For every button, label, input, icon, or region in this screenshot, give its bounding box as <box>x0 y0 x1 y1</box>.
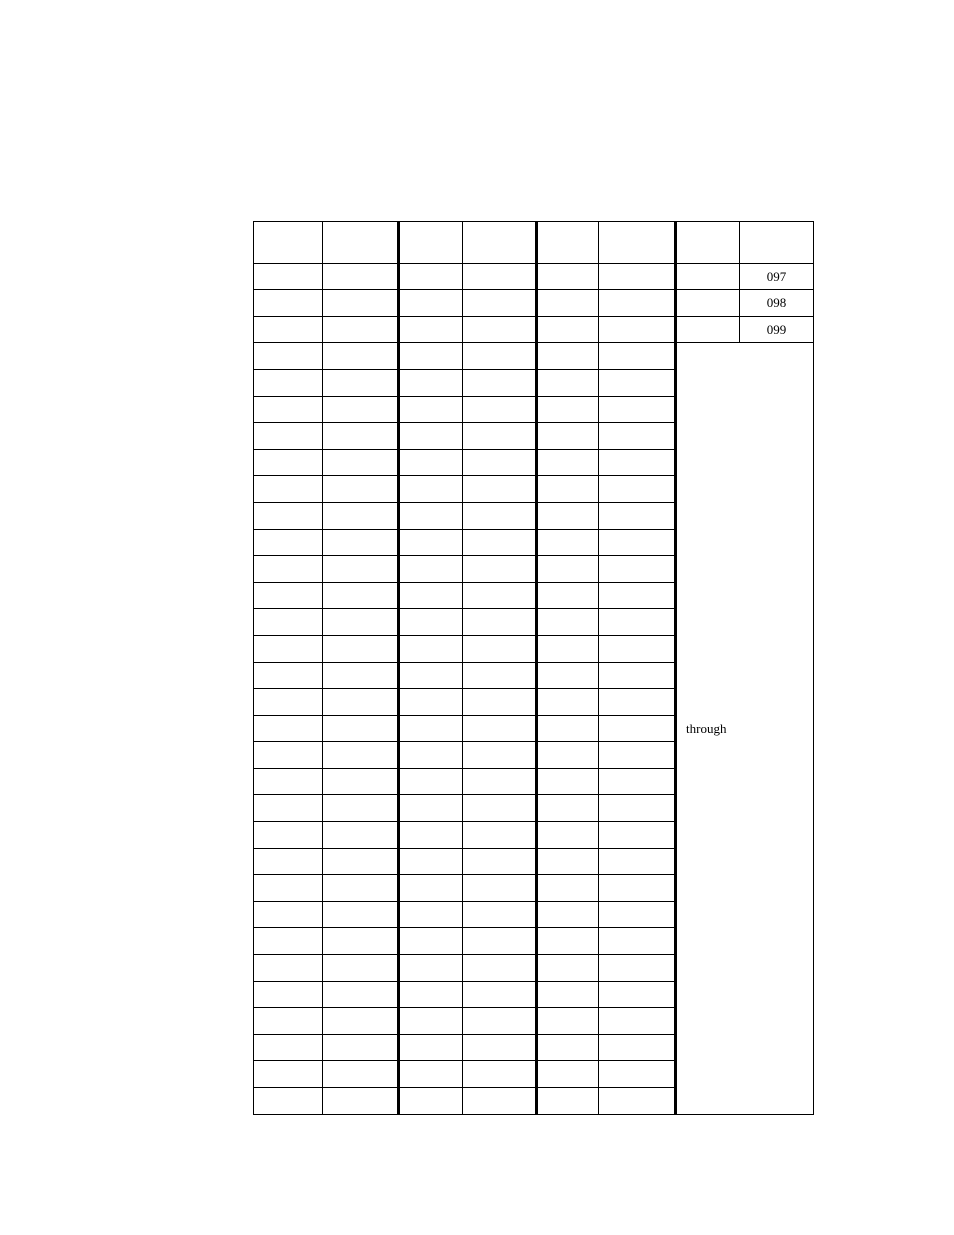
grid-cell <box>599 955 676 982</box>
grid-cell <box>599 396 676 423</box>
grid-cell <box>599 343 676 370</box>
grid-cell <box>599 449 676 476</box>
grid-cell <box>463 901 537 928</box>
grid-cell <box>323 1008 399 1035</box>
grid-cell <box>399 1061 463 1088</box>
grid-cell <box>399 928 463 955</box>
grid-cell <box>463 369 537 396</box>
grid-cell <box>463 449 537 476</box>
grid-cell <box>323 742 399 769</box>
header-cell <box>676 222 740 264</box>
table-row <box>254 316 814 343</box>
grid-cell <box>537 476 599 503</box>
grid-cell <box>323 529 399 556</box>
grid-cell <box>537 955 599 982</box>
grid-cell <box>599 662 676 689</box>
grid-cell <box>323 1061 399 1088</box>
grid-cell <box>463 343 537 370</box>
grid-cell <box>323 396 399 423</box>
grid-cell <box>537 662 599 689</box>
grid-cell <box>463 1008 537 1035</box>
grid-cell <box>463 928 537 955</box>
grid-cell <box>537 928 599 955</box>
grid-cell <box>323 369 399 396</box>
grid-cell <box>463 875 537 902</box>
grid-cell <box>254 795 323 822</box>
grid-cell <box>399 502 463 529</box>
grid-cell <box>599 609 676 636</box>
grid-cell <box>399 635 463 662</box>
grid-cell <box>399 343 463 370</box>
table-row <box>254 343 814 370</box>
grid-cell <box>463 955 537 982</box>
grid-cell <box>254 582 323 609</box>
grid-cell <box>599 502 676 529</box>
grid-cell <box>463 1034 537 1061</box>
grid-cell <box>399 662 463 689</box>
grid-cell <box>599 1008 676 1035</box>
grid-cell <box>399 423 463 450</box>
header-row <box>254 222 814 264</box>
grid-cell <box>599 689 676 716</box>
grid-cell <box>599 556 676 583</box>
grid-cell <box>463 768 537 795</box>
grid-cell <box>254 369 323 396</box>
grid-cell <box>323 423 399 450</box>
grid-cell <box>254 689 323 716</box>
grid-cell <box>254 396 323 423</box>
grid-cell <box>537 582 599 609</box>
grid-cell <box>254 529 323 556</box>
grid-cell <box>254 449 323 476</box>
grid-cell <box>463 529 537 556</box>
grid-cell <box>537 556 599 583</box>
grid-cell <box>399 290 463 317</box>
grid-cell <box>399 1034 463 1061</box>
grid-cell <box>399 449 463 476</box>
grid-cell <box>323 768 399 795</box>
grid-cell <box>323 476 399 503</box>
grid-cell <box>254 263 323 290</box>
grid-body <box>254 222 814 1115</box>
grid-cell <box>537 742 599 769</box>
grid-cell <box>254 768 323 795</box>
grid-cell <box>463 848 537 875</box>
grid-cell <box>323 635 399 662</box>
grid-cell <box>676 290 740 317</box>
grid-cell <box>463 822 537 849</box>
grid-cell <box>254 1008 323 1035</box>
grid-cell <box>463 742 537 769</box>
table-row <box>254 290 814 317</box>
grid-cell <box>254 1088 323 1115</box>
grid-cell <box>599 715 676 742</box>
grid-cell <box>599 742 676 769</box>
grid-cell <box>537 423 599 450</box>
grid-cell <box>399 529 463 556</box>
header-cell <box>323 222 399 264</box>
grid-cell <box>323 449 399 476</box>
grid-cell <box>537 635 599 662</box>
grid-cell <box>399 822 463 849</box>
grid-cell <box>463 556 537 583</box>
grid-cell <box>599 290 676 317</box>
grid-cell <box>399 955 463 982</box>
grid-cell <box>463 795 537 822</box>
grid-cell <box>463 981 537 1008</box>
grid-cell <box>254 901 323 928</box>
grid-cell <box>676 263 740 290</box>
grid-cell <box>323 848 399 875</box>
grid-cell <box>254 875 323 902</box>
grid-cell <box>323 582 399 609</box>
grid-cell <box>399 981 463 1008</box>
grid-cell <box>254 848 323 875</box>
grid-cell <box>254 928 323 955</box>
grid-cell <box>399 795 463 822</box>
grid-cell <box>599 848 676 875</box>
grid-cell <box>463 1061 537 1088</box>
grid-cell <box>254 822 323 849</box>
grid-cell <box>323 955 399 982</box>
grid-cell <box>323 795 399 822</box>
grid-cell <box>537 609 599 636</box>
grid-cell <box>323 901 399 928</box>
grid-cell <box>537 981 599 1008</box>
grid-cell <box>399 875 463 902</box>
grid-cell <box>254 476 323 503</box>
row-number-cell: 097 <box>740 263 814 290</box>
header-cell <box>463 222 537 264</box>
grid-cell <box>399 715 463 742</box>
grid-cell <box>537 316 599 343</box>
grid-cell <box>463 263 537 290</box>
grid-cell <box>323 290 399 317</box>
grid-cell <box>254 609 323 636</box>
grid-cell <box>676 316 740 343</box>
grid-cell <box>399 476 463 503</box>
grid-cell <box>599 928 676 955</box>
grid-cell <box>399 742 463 769</box>
grid-cell <box>537 1061 599 1088</box>
grid-cell <box>599 1061 676 1088</box>
grid-cell <box>537 1088 599 1115</box>
grid-cell <box>254 662 323 689</box>
grid-cell <box>399 1008 463 1035</box>
grid-cell <box>537 795 599 822</box>
grid-cell <box>323 316 399 343</box>
grid-cell <box>254 955 323 982</box>
grid-cell <box>599 1088 676 1115</box>
grid-cell <box>537 1008 599 1035</box>
grid-cell <box>399 689 463 716</box>
grid-cell <box>254 1034 323 1061</box>
grid-cell <box>323 263 399 290</box>
grid-cell <box>399 768 463 795</box>
grid-cell <box>463 609 537 636</box>
grid-cell <box>599 369 676 396</box>
grid-cell <box>463 396 537 423</box>
grid-cell <box>254 343 323 370</box>
grid-cell <box>399 316 463 343</box>
grid-cell <box>254 502 323 529</box>
grid-cell <box>599 875 676 902</box>
grid-cell <box>463 1088 537 1115</box>
grid-cell <box>537 369 599 396</box>
grid-cell <box>323 689 399 716</box>
grid-cell <box>599 529 676 556</box>
grid-cell <box>599 316 676 343</box>
grid-cell <box>399 263 463 290</box>
grid-cell <box>399 1088 463 1115</box>
grid-cell <box>323 928 399 955</box>
grid-cell <box>254 1061 323 1088</box>
row-number-cell: 099 <box>740 316 814 343</box>
grid-cell <box>254 290 323 317</box>
grid-cell <box>323 343 399 370</box>
grid-cell <box>537 449 599 476</box>
grid-cell <box>463 316 537 343</box>
grid-cell <box>463 635 537 662</box>
grid-cell <box>463 689 537 716</box>
grid-cell <box>599 582 676 609</box>
grid-cell <box>463 502 537 529</box>
grid-cell <box>463 423 537 450</box>
grid-cell <box>537 901 599 928</box>
grid-cell <box>399 396 463 423</box>
grid-cell <box>537 396 599 423</box>
grid-cell <box>399 369 463 396</box>
grid-cell <box>323 662 399 689</box>
grid-cell <box>463 715 537 742</box>
grid-cell <box>254 556 323 583</box>
grid-cell <box>323 609 399 636</box>
grid-cell <box>537 263 599 290</box>
grid-cell <box>323 1088 399 1115</box>
grid-cell <box>323 715 399 742</box>
grid-cell <box>537 502 599 529</box>
grid-cell <box>537 529 599 556</box>
grid-cell <box>599 635 676 662</box>
grid-cell <box>463 662 537 689</box>
grid-cell <box>323 822 399 849</box>
grid-cell <box>254 981 323 1008</box>
grid-cell <box>537 1034 599 1061</box>
grid-cell <box>599 822 676 849</box>
grid-cell <box>399 848 463 875</box>
header-cell <box>740 222 814 264</box>
header-cell <box>254 222 323 264</box>
grid-cell <box>463 582 537 609</box>
grid-cell <box>254 423 323 450</box>
grid-cell <box>254 316 323 343</box>
grid-cell <box>537 689 599 716</box>
header-cell <box>399 222 463 264</box>
grid-cell <box>254 635 323 662</box>
grid-cell <box>537 848 599 875</box>
grid-cell <box>599 263 676 290</box>
grid-cell <box>323 1034 399 1061</box>
grid-cell <box>537 875 599 902</box>
grid-cell <box>537 343 599 370</box>
grid-cell <box>399 609 463 636</box>
grid-cell <box>599 423 676 450</box>
grid-cell <box>399 556 463 583</box>
grid-cell <box>323 556 399 583</box>
grid-cell <box>537 822 599 849</box>
grid-cell <box>599 768 676 795</box>
grid-cell <box>537 290 599 317</box>
grid-cell <box>254 715 323 742</box>
table-row <box>254 263 814 290</box>
header-cell <box>599 222 676 264</box>
grid-cell <box>399 582 463 609</box>
grid-cell <box>537 768 599 795</box>
grid-cell <box>323 875 399 902</box>
grid-cell <box>463 290 537 317</box>
row-number-cell: 098 <box>740 290 814 317</box>
continuation-cell: through <box>676 343 814 1114</box>
grid-cell <box>323 502 399 529</box>
header-cell <box>537 222 599 264</box>
grid-cell <box>599 981 676 1008</box>
grid-cell <box>599 476 676 503</box>
grid-cell <box>254 742 323 769</box>
grid-cell <box>599 901 676 928</box>
grid-cell <box>537 715 599 742</box>
grid-cell <box>599 1034 676 1061</box>
grid-cell <box>323 981 399 1008</box>
record-grid <box>253 221 814 1115</box>
grid-cell <box>399 901 463 928</box>
grid-cell <box>463 476 537 503</box>
grid-cell <box>599 795 676 822</box>
